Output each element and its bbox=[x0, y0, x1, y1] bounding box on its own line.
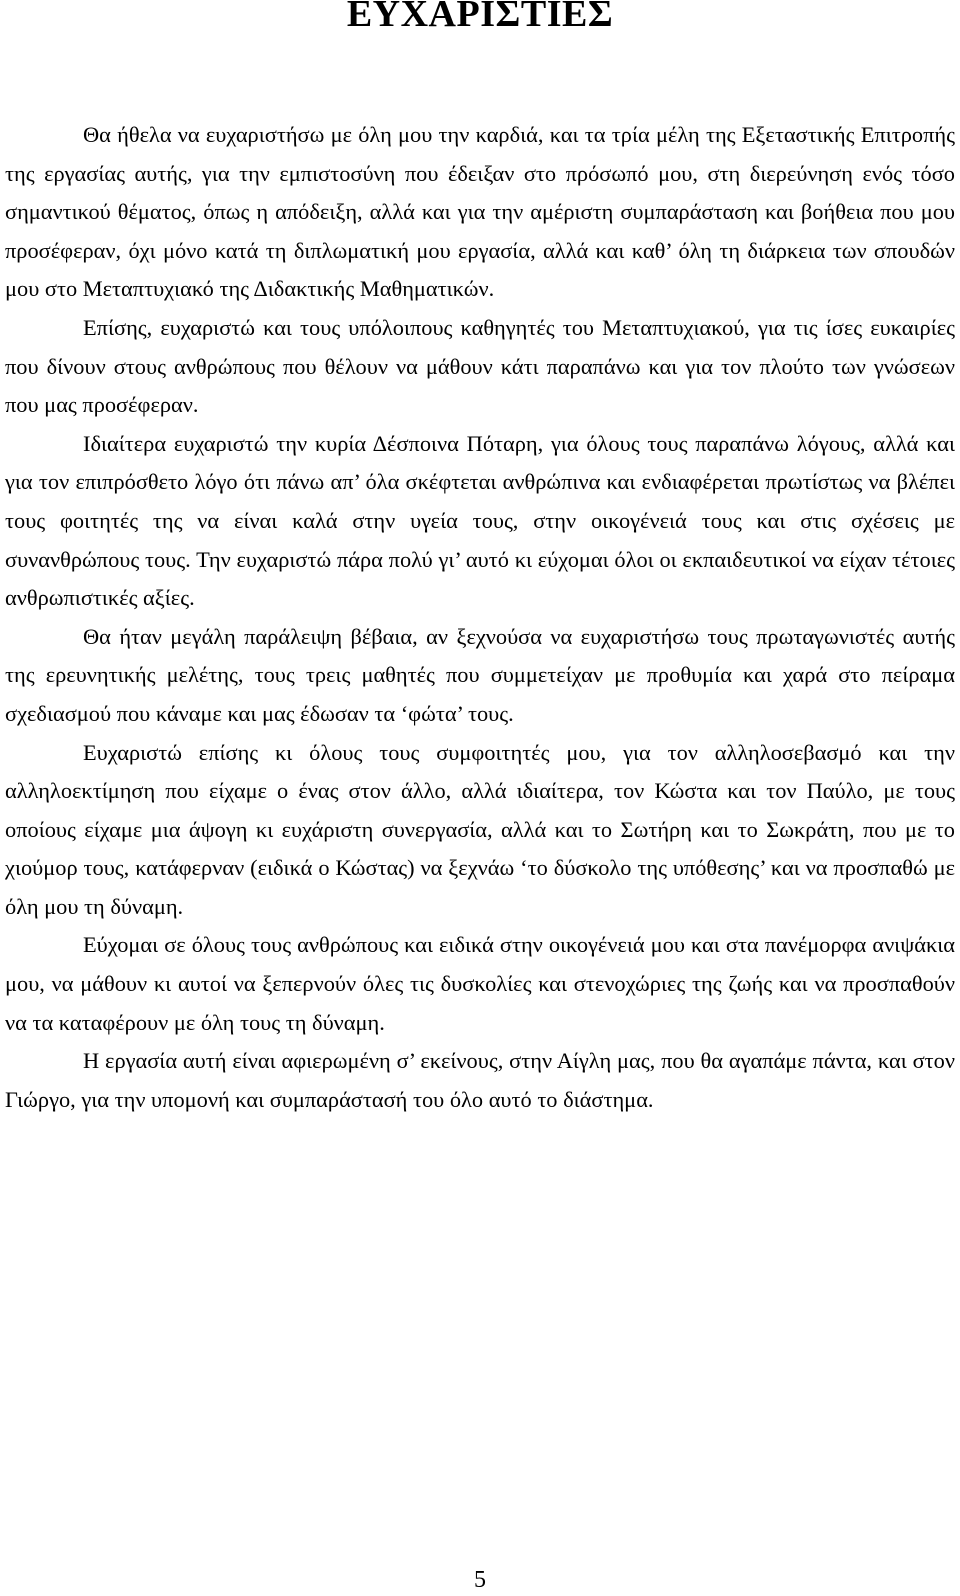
paragraph-students: Θα ήταν μεγάλη παράλειψη βέβαια, αν ξεχνούσα να ευχαριστήσω τους πρωταγωνιστές αυτής της ερευνητικής μελέτης, τους τρεις μαθητές που συμμετείχαν με προθυμία και χαρά στο πείραμα σχεδιασμού που κάναμε και μας έδωσαν τα ‘φώτα’ τους. bbox=[5, 623, 955, 726]
paragraph-postgraduate-professors: Επίσης, ευχαριστώ και τους υπόλοιπους καθηγητές του Μεταπτυχιακού, για τις ίσες ευκαιρίες που δίνουν στους ανθρώπους που θέλουν να μάθουν κάτι παραπάνω και για τον πλούτο των γνώσεων που μας προσέφεραν. bbox=[5, 314, 955, 418]
paragraph-family: Εύχομαι σε όλους τους ανθρώπους και ειδικά στην οικογένειά μου και στα πανέμορφα ανιψάκια μου, να μάθουν κι αυτοί να ξεπερνούν όλες τις δυσκολίες και στενοχώριες της ζωής και να προσπαθούν να τα καταφέρουν με όλη τους τη δύναμη. bbox=[5, 932, 955, 1035]
document-page bbox=[5, 0, 955, 1596]
page-title: ΕΥΧΑΡΙΣΤΙΕΣ bbox=[346, 0, 614, 35]
acknowledgements-body bbox=[5, 116, 955, 1119]
paragraph-despoina-potari: Ιδιαίτερα ευχαριστώ την κυρία Δέσποινα Πόταρη, για όλους τους παραπάνω λόγους, αλλά και για τον επιπρόσθετο λόγο ότι πάνω απ’ όλα σκέφτεται ανθρώπινα και ενδιαφέρεται πρωτίστως να βλέπει τους φοιτητές της να είναι καλά στην υγεία τους, στην οικογένειά τους και στις σχέσεις με συνανθρώπους τους. Την ευχαριστώ πάρα πολύ γι’ αυτό κι εύχομαι όλοι οι εκπαιδευτικοί να είχαν τέτοιες ανθρωπιστικές αξίες. bbox=[5, 430, 955, 611]
paragraph-examination-committee: Θα ήθελα να ευχαριστήσω με όλη μου την καρδιά, και τα τρία μέλη της Εξεταστικής Επιτροπής της εργασίας αυτής, για την εμπιστοσύνη που έδειξαν στο πρόσωπό μου, στη διερεύνηση ενός τόσο σημαντικού θέματος, όπως η απόδειξη, αλλά και για την αμέριστη συμπαράσταση και βοήθεια που μου προσέφεραν, όχι μόνο κατά τη διπλωματική μου εργασία, αλλά και καθ’ όλη τη διάρκεια των σπουδών μου στο Μεταπτυχιακό της Διδακτικής Μαθηματικών. bbox=[5, 122, 955, 302]
paragraph-fellow-students: Ευχαριστώ επίσης κι όλους τους συμφοιτητές μου, για τον αλληλοσεβασμό και την αλληλοεκτίμηση που είχαμε ο ένας στον άλλο, αλλά ιδιαίτερα, τον Κώστα και τον Παύλο, με τους οποίους είχαμε μια άψογη κι ευχάριστη συνεργασία, αλλά και το Σωτήρη και το Σωκράτη, που με το χιούμορ τους, κατάφερναν (ειδικά ο Κώστας) να ξεχνάω ‘το δύσκολο της υπόθεσης’ και να προσπαθώ με όλη μου τη δύναμη. bbox=[5, 739, 955, 919]
paragraph-dedication: Η εργασία αυτή είναι αφιερωμένη σ’ εκείνους, στην Αίγλη μας, που θα αγαπάμε πάντα, και στον Γιώργο, για την υπομονή και συμπαράστασή του όλο αυτό το διάστημα. bbox=[5, 1048, 955, 1112]
page-number: 5 bbox=[474, 1567, 486, 1593]
